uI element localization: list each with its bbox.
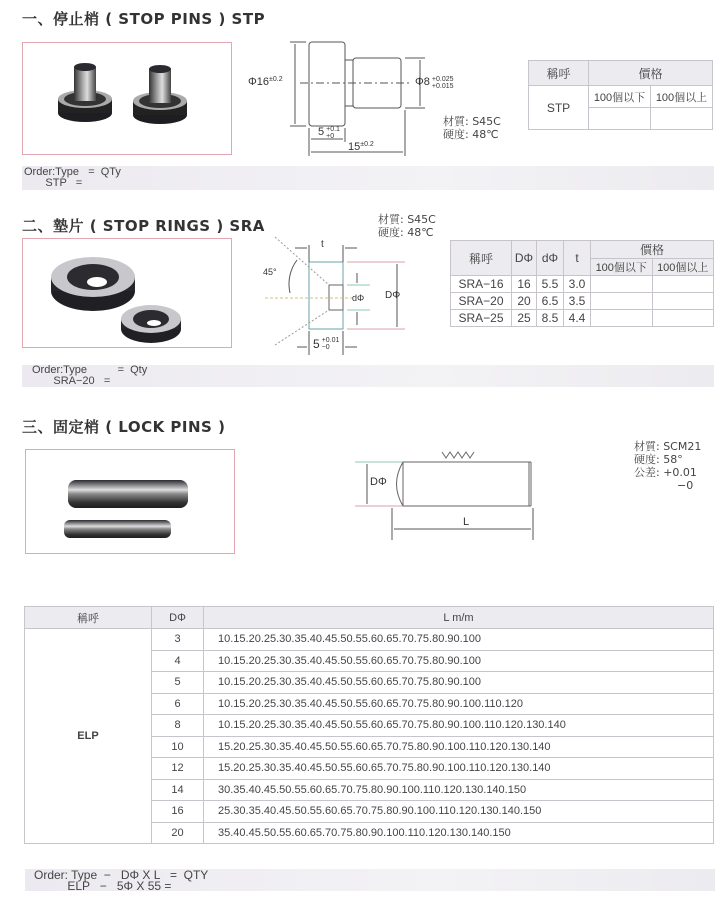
elp-name-cell: ELP [25,629,152,844]
sra-cell-price-lt100 [591,293,653,310]
sra-D-header: DΦ [512,241,537,276]
table-row [25,629,714,651]
sra-width-label: 5 +0.01 −0 [313,337,340,351]
elp-dia-cell: 5 [152,672,204,694]
elp-lengths-cell: 10.15.20.25.30.35.40.45.50.55.60.65.70.75.80.90.100 [204,629,714,651]
stp-price-lt100 [589,108,651,130]
section-title-elp: 三、固定梢 ( LOCK PINS ) [22,418,226,436]
sra-cell-D: 20 [512,293,537,310]
stp-material: 材質: S45C [443,115,501,128]
stp-outer-dia-label: Φ16±0.2 [248,76,283,88]
table-row [451,310,714,327]
elp-dia-cell: 10 [152,736,204,758]
sra-cell-name: SRA−16 [451,276,512,293]
sra-diagram [255,235,415,360]
stp-hardness: 硬度: 48℃ [443,128,499,141]
table-row [451,293,714,310]
sra-subheader-lt100: 100個以下 [591,259,653,276]
sra-cell-d: 6.5 [537,293,564,310]
elp-dia-cell: 16 [152,801,204,823]
stp-subheader-ge100: 100個以上 [651,86,713,108]
elp-lengths-cell: 30.35.40.45.50.55.60.65.70.75.80.90.100.110.120.130.140.150 [204,779,714,801]
sra-cell-price-ge100 [652,293,714,310]
sra-cell-D: 25 [512,310,537,327]
sra-angle-label: 45° [263,267,277,277]
sra-order-line2: SRA−20 = [32,375,111,387]
sra-t-label: t [321,239,324,250]
elp-hardness: 硬度: 58° [634,453,683,466]
sra-cell-D: 16 [512,276,537,293]
elp-tolerance-lower: −0 [677,479,694,492]
elp-dia-cell: 3 [152,629,204,651]
elp-product-photo [25,449,235,554]
section-title-stp: 一、停止梢 ( STOP PINS ) STP [22,10,266,28]
stp-product-photo [22,42,232,155]
sra-cell-t: 4.4 [564,310,591,327]
elp-dia-cell: 14 [152,779,204,801]
sra-cell-price-lt100 [591,276,653,293]
elp-dia-label: DΦ [370,476,387,488]
elp-lengths-cell: 10.15.20.25.30.35.40.45.50.55.60.65.70.75.80.90.100.110.120.130.140 [204,715,714,737]
stp-order-line1: Order:Type = QTy [24,166,121,178]
elp-lengths-cell: 10.15.20.25.30.35.40.45.50.55.60.65.70.75.80.90.100 [204,672,714,694]
elp-order-line1: Order: Type − DΦ X L = QTY [34,868,209,882]
stp-price-header: 價格 [589,61,713,86]
sra-product-photo [22,238,232,348]
sra-cell-d: 5.5 [537,276,564,293]
sra-cell-price-ge100 [652,310,714,327]
sra-spec-table [450,240,714,327]
lock-pin-image-icon [26,450,236,555]
sra-cell-t: 3.5 [564,293,591,310]
sra-t-header: t [564,241,591,276]
elp-material: 材質: SCM21 [634,440,702,453]
stp-total-len-label: 15±0.2 [348,141,374,153]
sra-d-header: dΦ [537,241,564,276]
sra-order-line1: Order:Type = Qty [32,364,148,376]
elp-order-line2: ELP − 5Φ X 55 = [34,879,172,893]
elp-dia-header: DΦ [152,607,204,629]
elp-lengths-cell: 10.15.20.25.30.35.40.45.50.55.60.65.70.75.80.90.100.110.120 [204,693,714,715]
sra-cell-d: 8.5 [537,310,564,327]
stp-subheader-lt100: 100個以下 [589,86,651,108]
elp-lengths-cell: 10.15.20.25.30.35.40.45.50.55.60.65.70.75.80.90.100 [204,650,714,672]
sra-price-header: 價格 [591,241,714,259]
stp-name-header: 稱呼 [529,61,589,86]
elp-diagram [355,448,555,548]
sra-order-bar [22,365,714,387]
stp-order-bar [22,166,714,190]
stop-pin-image-icon [23,43,233,156]
elp-length-header: L m/m [204,607,714,629]
sra-cell-price-lt100 [591,310,653,327]
elp-dia-cell: 12 [152,758,204,780]
stp-head-len-label: 5 +0.1 +0 [318,126,340,140]
elp-order-bar [25,869,715,891]
elp-lengths-cell: 35.40.45.50.55.60.65.70.75.80.90.100.110.120.130.140.150 [204,822,714,844]
stp-inner-dia-label: Φ8 +0.025 +0.015 [415,76,454,90]
elp-dia-cell: 6 [152,693,204,715]
stp-price-table [528,60,713,130]
sra-hardness: 硬度: 48℃ [378,226,434,239]
elp-length-label: L [463,516,470,528]
stop-ring-image-icon [23,239,233,349]
elp-lengths-cell: 15.20.25.30.35.40.45.50.55.60.65.70.75.80.90.100.110.120.130.140 [204,736,714,758]
section-title-sra: 二、墊片 ( STOP RINGS ) SRA [22,217,265,235]
elp-dia-cell: 20 [152,822,204,844]
sra-outer-dia-label: DΦ [385,290,401,301]
sra-cell-t: 3.0 [564,276,591,293]
elp-lengths-cell: 15.20.25.30.35.40.45.50.55.60.65.70.75.80.90.100.110.120.130.140 [204,758,714,780]
table-row [451,276,714,293]
elp-name-header: 稱呼 [25,607,152,629]
sra-inner-dia-label: dΦ [352,293,365,303]
sra-material: 材質: S45C [378,213,436,226]
sra-cell-name: SRA−20 [451,293,512,310]
elp-length-table [24,606,714,844]
sra-cell-name: SRA−25 [451,310,512,327]
sra-name-header: 稱呼 [451,241,512,276]
elp-tolerance: 公差: +0.01 [634,466,697,479]
sra-cell-price-ge100 [652,276,714,293]
elp-dia-cell: 8 [152,715,204,737]
stp-row-name: STP [529,86,589,130]
elp-lengths-cell: 25.30.35.40.45.50.55.60.65.70.75.80.90.100.110.120.130.140.150 [204,801,714,823]
elp-drawing-icon [355,448,555,548]
elp-dia-cell: 4 [152,650,204,672]
stp-diagram [240,38,470,163]
stp-order-line2: STP = [24,177,83,189]
sra-subheader-ge100: 100個以上 [652,259,714,276]
stp-price-ge100 [651,108,713,130]
